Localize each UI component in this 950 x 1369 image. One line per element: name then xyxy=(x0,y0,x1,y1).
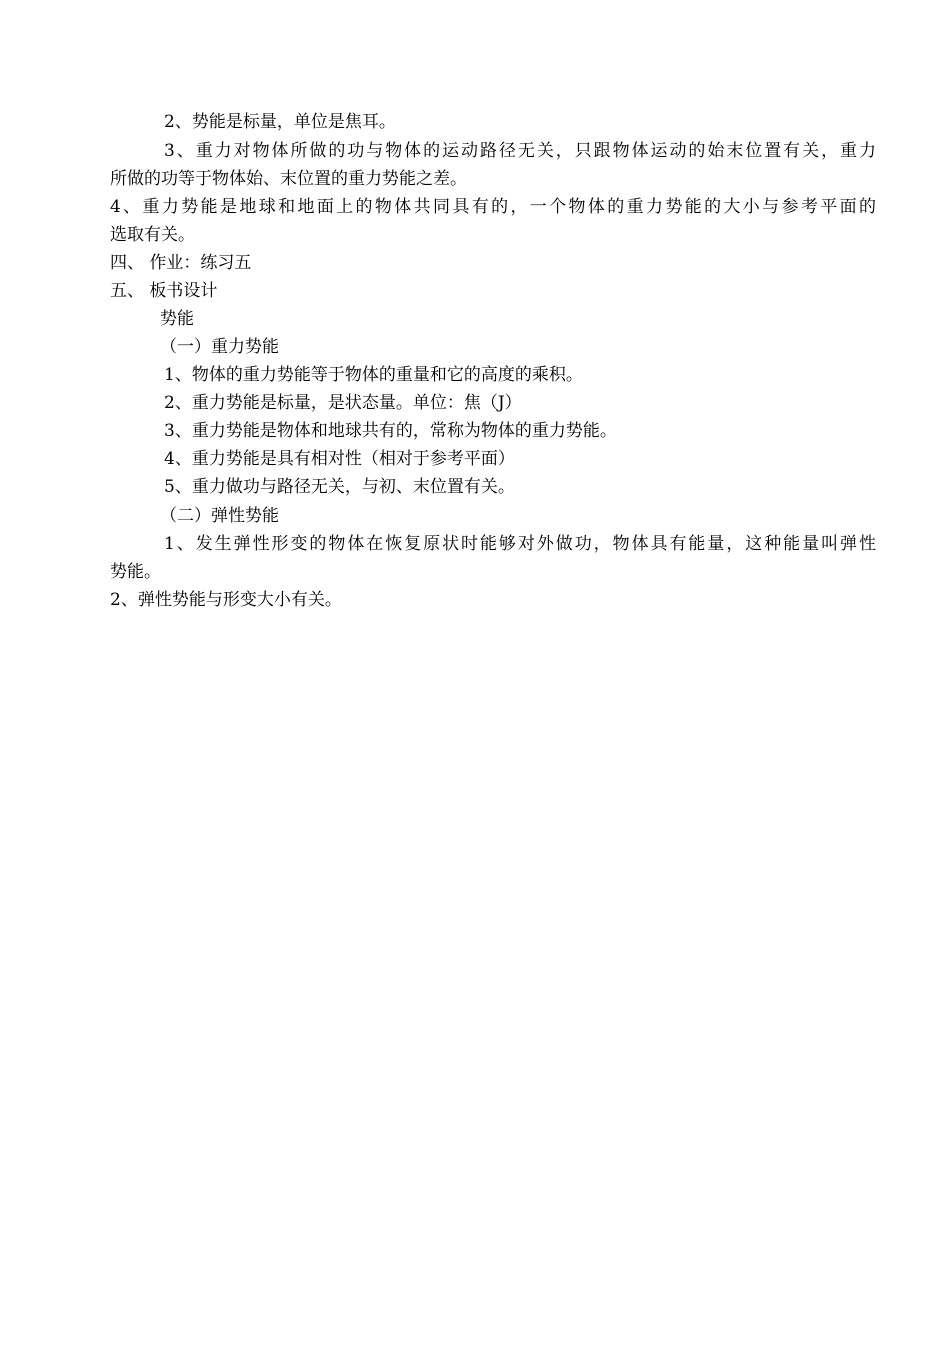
board-title: 势能 xyxy=(160,309,194,329)
section-homework: 四、 作业：练习五 xyxy=(110,253,252,273)
summary-point-3-line-2: 所做的功等于物体始、末位置的重力势能之差。 xyxy=(110,169,467,189)
board-part1-item-4: 4、重力势能是具有相对性（相对于参考平面） xyxy=(164,449,515,469)
board-part1-item-2: 2、重力势能是标量，是状态量。单位：焦（J） xyxy=(164,393,522,413)
board-part1-item-3: 3、重力势能是物体和地球共有的，常称为物体的重力势能。 xyxy=(164,421,617,441)
board-part1-item-1: 1、物体的重力势能等于物体的重量和它的高度的乘积。 xyxy=(164,365,583,385)
board-part1-heading: （一）重力势能 xyxy=(160,337,279,357)
board-part2-heading: （二）弹性势能 xyxy=(160,506,279,526)
summary-point-4-line-2: 选取有关。 xyxy=(110,225,195,245)
summary-point-2: 2、势能是标量，单位是焦耳。 xyxy=(164,112,396,132)
summary-point-4-line-1: 4、重力势能是地球和地面上的物体共同具有的，一个物体的重力势能的大小与参考平面的 xyxy=(110,197,876,217)
board-part1-item-5: 5、重力做功与路径无关，与初、末位置有关。 xyxy=(164,477,515,497)
board-part2-item-2: 2、弹性势能与形变大小有关。 xyxy=(110,590,342,610)
summary-point-3-line-1: 3、重力对物体所做的功与物体的运动路径无关，只跟物体运动的始末位置有关，重力 xyxy=(164,141,876,161)
board-part2-item-1-line-1: 1、发生弹性形变的物体在恢复原状时能够对外做功，物体具有能量，这种能量叫弹性 xyxy=(164,534,876,554)
board-part2-item-1-line-2: 势能。 xyxy=(110,562,161,582)
section-board-design: 五、 板书设计 xyxy=(110,281,218,301)
